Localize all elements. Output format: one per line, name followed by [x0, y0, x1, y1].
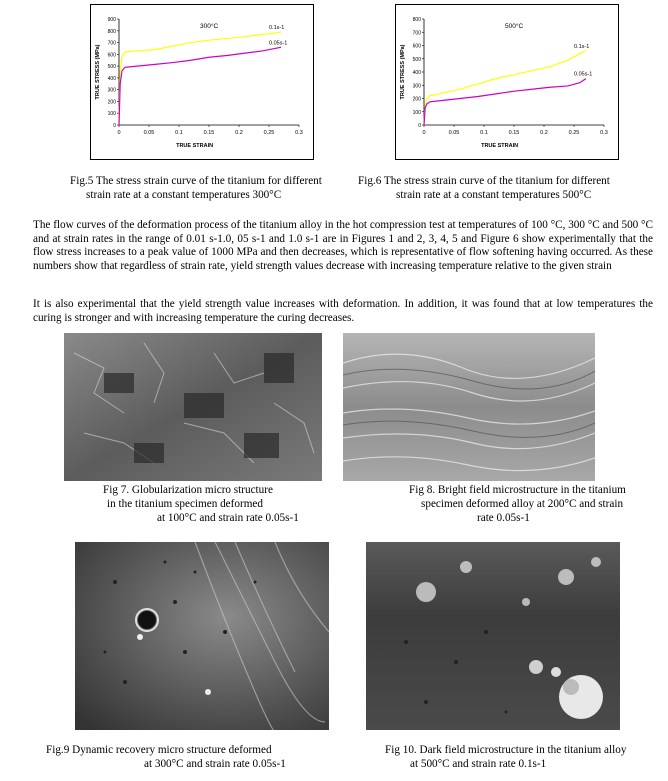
x-axis-label: TRUE STRAIN	[176, 143, 214, 149]
y-tick-label: 300	[412, 83, 421, 90]
chart-fig6	[395, 4, 619, 160]
y-tick-label: 500	[412, 56, 421, 63]
chart-fig5	[90, 4, 314, 160]
y-tick-label: 600	[412, 43, 421, 50]
fig5-caption-line1: Fig.5 The stress strain curve of the titanium for different	[70, 175, 322, 187]
fig8-caption-line2: specimen deformed alloy at 200°C and strain	[421, 498, 624, 510]
y-tick-label: 500	[107, 64, 116, 71]
x-tick-label: 0.15	[203, 130, 215, 136]
chart-fig5-svg	[91, 5, 313, 159]
y-tick-label: 300	[107, 87, 116, 94]
body-paragraph-2: It is also experimental that the yield strength value increases with deformation. In addition, it was found that at low temperatures the curing is stronger and with increasing temperature the curing decreases.	[33, 298, 653, 324]
y-tick-label: 800	[107, 28, 116, 35]
fig9-micrograph	[75, 542, 329, 730]
fig7-caption-line3: at 100°C and strain rate 0.05s-1	[157, 512, 299, 524]
fig8-micrograph-image	[343, 333, 595, 481]
y-tick-label: 200	[412, 96, 421, 103]
x-tick-label: 0.25	[263, 130, 275, 136]
y-tick-label: 400	[107, 75, 116, 82]
fig8-caption-line1: Fig 8. Bright field microstructure in the titanium	[409, 484, 626, 496]
x-tick-label: 0	[117, 130, 121, 136]
fig5-caption-line2: strain rate at a constant temperatures 300°C	[86, 189, 282, 201]
y-axis-label: TRUE STRESS (MPa)	[400, 44, 406, 100]
series-label: 0.05s-1	[574, 71, 593, 78]
series-line-fast	[424, 51, 586, 125]
x-tick-label: 0	[422, 130, 426, 136]
fig10-micrograph	[366, 542, 620, 730]
fig8-micrograph	[343, 333, 595, 481]
x-tick-label: 0.2	[540, 130, 548, 136]
series-label: 0.05s-1	[269, 40, 288, 47]
chart-title: 300°C	[200, 23, 219, 30]
y-tick-label: 100	[412, 109, 421, 116]
series-line-fast	[119, 32, 281, 125]
fig7-micrograph-image	[64, 333, 322, 481]
x-tick-label: 0.15	[508, 130, 520, 136]
series-line-slow	[424, 79, 586, 125]
fig8-caption	[409, 483, 659, 525]
y-tick-label: 200	[107, 99, 116, 106]
fig8-caption-line3: rate 0.05s-1	[477, 512, 530, 524]
x-tick-label: 0.1	[480, 130, 488, 136]
x-tick-label: 0.3	[295, 130, 303, 136]
fig6-caption-line2: strain rate at a constant temperatures 500°C	[396, 189, 592, 201]
chart-fig6-svg	[396, 5, 618, 159]
series-label: 0.1s-1	[269, 24, 285, 31]
y-tick-label: 600	[107, 52, 116, 59]
x-tick-label: 0.05	[448, 130, 460, 136]
fig9-caption	[46, 743, 346, 771]
y-tick-label: 0	[113, 123, 116, 129]
fig7-caption-line2: in the titanium specimen deformed	[107, 498, 263, 510]
y-tick-label: 700	[412, 30, 421, 37]
fig9-micrograph-image	[75, 542, 329, 730]
fig6-caption	[358, 174, 658, 202]
x-tick-label: 0.2	[235, 130, 243, 136]
fig7-micrograph	[64, 333, 322, 481]
x-axis-label: TRUE STRAIN	[481, 143, 519, 149]
fig10-caption-line1: Fig 10. Dark field microstructure in the titanium alloy	[385, 744, 627, 756]
y-tick-label: 800	[412, 17, 421, 23]
series-line-slow	[119, 47, 281, 125]
fig5-caption	[70, 174, 350, 202]
y-tick-label: 100	[107, 111, 116, 118]
fig7-caption	[103, 483, 343, 525]
fig7-caption-line1: Fig 7. Globularization micro structure	[103, 484, 273, 496]
y-tick-label: 700	[107, 40, 116, 47]
y-axis-label: TRUE STRESS (MPa)	[95, 44, 101, 100]
x-tick-label: 0.1	[175, 130, 183, 136]
x-tick-label: 0.3	[600, 130, 608, 136]
y-tick-label: 0	[418, 123, 421, 129]
x-tick-label: 0.05	[143, 130, 155, 136]
chart-title: 500°C	[505, 23, 524, 30]
y-tick-label: 900	[107, 17, 116, 23]
body-paragraph-1: The flow curves of the deformation process of the titanium alloy in the hot compression test at temperatures of 100 °C, 300 °C and 500 °C and at strain rates in the range of 0.01 s-1.0, 05 s-1 and 1.0 s-1 are in Figures 1 and 2, 3, 4, 5 and Figure 6 show experimentally that the flow stress increases to a peak value of 1000 MPa and then decreases, which is representative of flow softening having occurred. As these numbers show that regardless of strain rate, yield strength values decrease with increasing temperature relative to the given strain	[33, 219, 653, 272]
x-tick-label: 0.25	[568, 130, 580, 136]
fig10-caption	[385, 743, 665, 771]
y-tick-label: 400	[412, 70, 421, 76]
fig10-caption-line2: at 500°C and strain rate 0.1s-1	[410, 758, 547, 770]
fig6-caption-line1: Fig.6 The stress strain curve of the titanium for different	[358, 175, 610, 187]
fig9-caption-line1: Fig.9 Dynamic recovery micro structure deformed	[46, 744, 272, 756]
fig10-micrograph-image	[366, 542, 620, 730]
fig9-caption-line2: at 300°C and strain rate 0.05s-1	[144, 758, 286, 770]
series-label: 0.1s-1	[574, 43, 590, 50]
